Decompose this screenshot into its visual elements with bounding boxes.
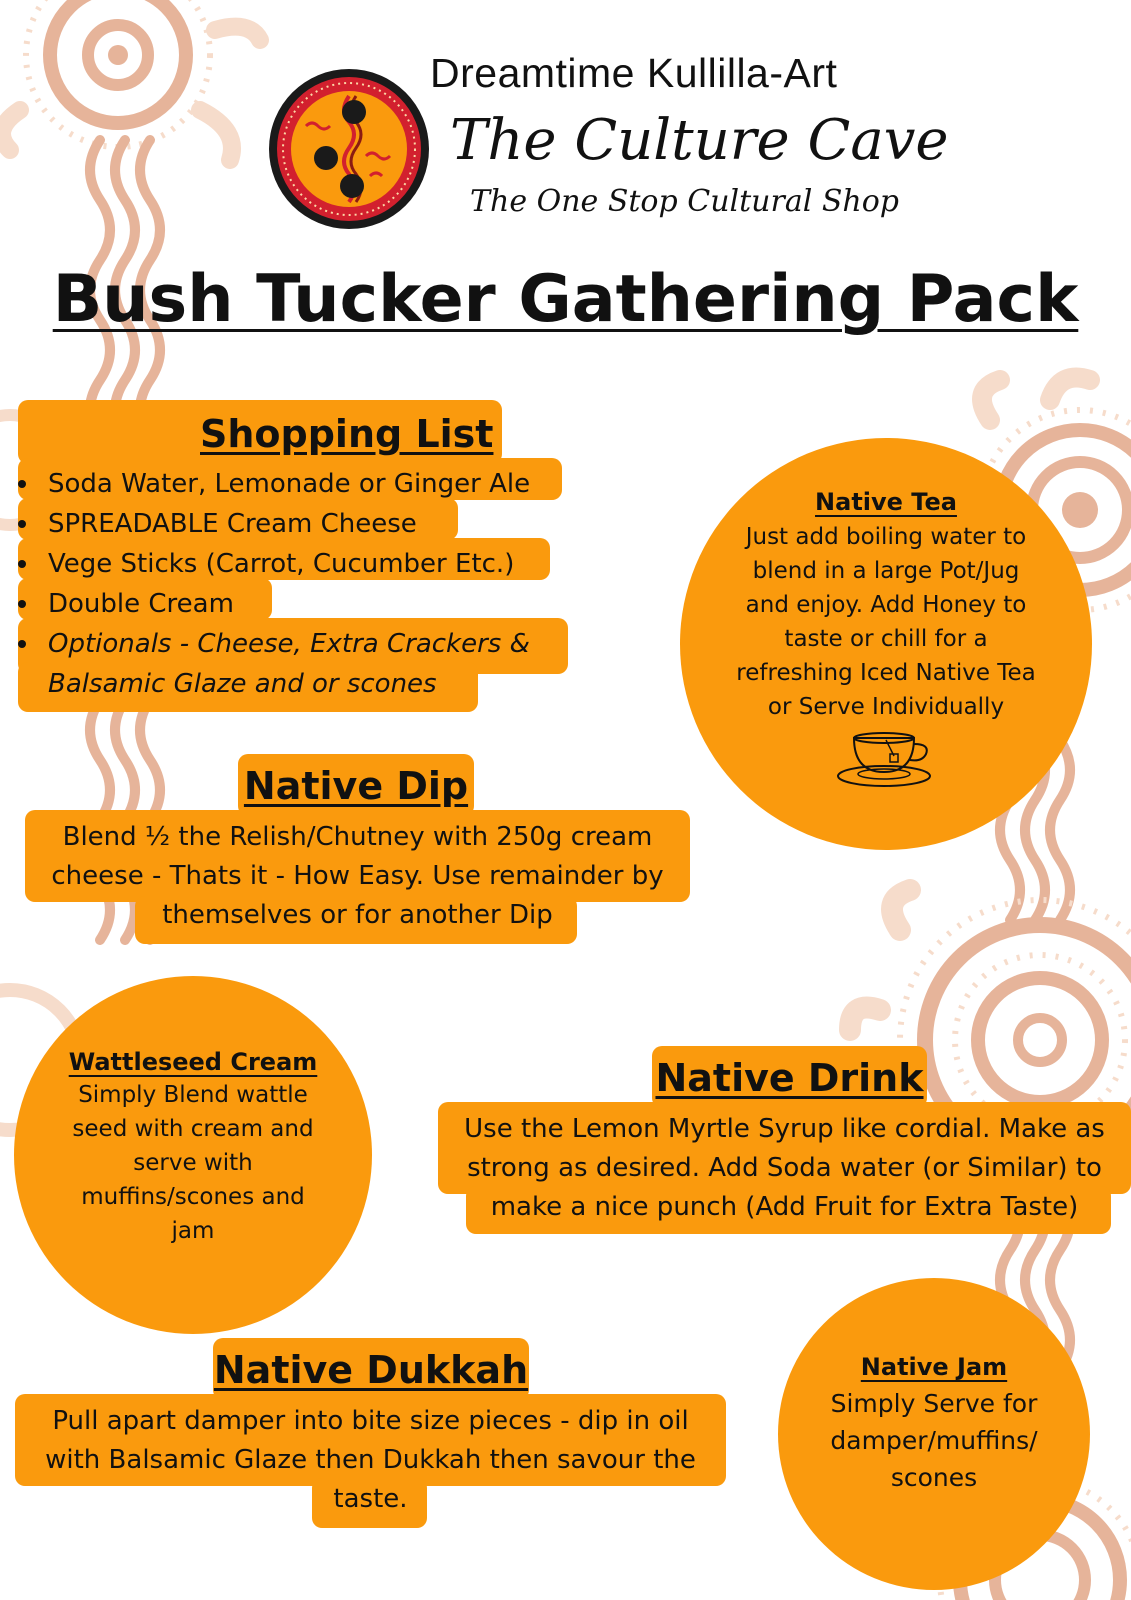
brand-tagline: The One Stop Cultural Shop [470,184,899,219]
native-jam-line: damper/muffins/ [830,1425,1038,1455]
sun-motif-top-left [2,0,260,160]
native-tea-line: refreshing Iced Native Tea [736,660,1036,686]
wattleseed-cream-heading: Wattleseed Cream [68,1048,318,1076]
culture-cave-logo [266,66,432,232]
native-drink-line: strong as desired. Add Soda water (or Similar) to [467,1153,1102,1183]
native-dip-text [25,818,690,935]
native-jam-line: scones [890,1462,978,1492]
native-dukkah-text [15,1402,726,1519]
list-item: Vege Sticks (Carrot, Cucumber Etc.) [0,544,530,584]
native-jam-heading: Native Jam [860,1352,1008,1381]
teacup-icon [836,730,936,790]
list-item: SPREADABLE Cream Cheese [0,504,530,544]
native-drink-text [438,1110,1131,1227]
wattleseed-cream-line: muffins/scones and [81,1184,305,1210]
native-dukkah-line: taste. [333,1484,408,1514]
list-item-optionals: Optionals - Cheese, Extra Crackers & [0,624,530,664]
page-title: Bush Tucker Gathering Pack [52,262,1079,337]
native-tea-line: or Serve Individually [767,694,1005,720]
native-drink-heading: Native Drink [655,1056,924,1100]
native-jam-line: Simply Serve for [830,1388,1038,1418]
native-dip-line: Blend ½ the Relish/Chutney with 250g cream [62,822,653,852]
native-tea-circle [680,438,1092,850]
wattleseed-cream-line: jam [171,1218,215,1244]
wattleseed-cream-circle [14,976,372,1334]
native-dip-line: themselves or for another Dip [162,900,553,930]
native-tea-line: blend in a large Pot/Jug [752,558,1020,584]
native-tea-line: taste or chill for a [784,626,988,652]
native-dukkah-heading: Native Dukkah [213,1348,529,1392]
optionals-continued: Balsamic Glaze and or scones [48,669,437,699]
native-dukkah-line: with Balsamic Glaze then Dukkah then savour the [45,1445,696,1475]
native-tea-line: and enjoy. Add Honey to [745,592,1027,618]
brand-title: The Culture Cave [450,108,949,173]
native-dukkah-line: Pull apart damper into bite size pieces - dip in oil [52,1406,689,1436]
brand-header [430,50,949,219]
list-item: Double Cream [0,584,530,624]
shopping-list [0,464,530,664]
shopping-list-heading: Shopping List [200,412,494,456]
list-item: Soda Water, Lemonade or Ginger Ale [0,464,530,504]
wattleseed-cream-line: serve with [133,1150,253,1176]
brand-name: Dreamtime Kullilla-Art [430,50,838,96]
native-dip-heading: Native Dip [243,764,469,808]
native-tea-line: Just add boiling water to [745,524,1027,550]
native-drink-line: make a nice punch (Add Fruit for Extra Taste) [490,1192,1079,1222]
native-tea-heading: Native Tea [815,488,957,516]
wattleseed-cream-line: Simply Blend wattle [78,1082,308,1108]
native-drink-line: Use the Lemon Myrtle Syrup like cordial. Make as [464,1114,1105,1144]
native-jam-circle [778,1278,1090,1590]
native-dip-line: cheese - Thats it - How Easy. Use remainder by [51,861,664,891]
wattleseed-cream-line: seed with cream and [72,1116,314,1142]
